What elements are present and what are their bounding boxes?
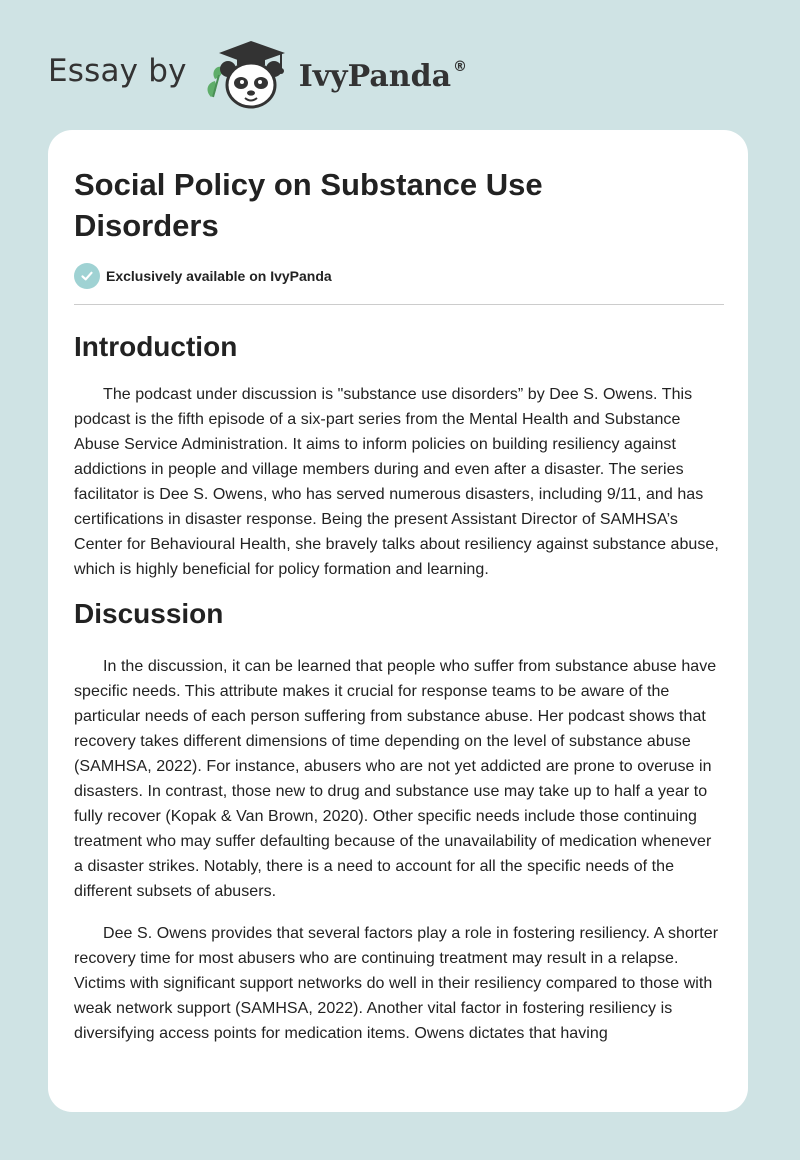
paragraph: In the discussion, it can be learned that people who suffer from substance abuse have specific needs. This attribute makes it crucial for response teams to be aware of the particular needs of each person suffering from substance abuse. Her podcast shows that recovery takes different dimensions of time depending on the level of substance abuse (SAMHSA, 2022). For instance, abusers who are not yet addicted are prone to overuse in disasters. In contrast, those new to drug and substance use may take up to half a year to fully recover (Kopak & Van Brown, 2020). Other specific needs include those continuing treatment who may suffer defaulting because of the unavailability of medication whenever a disaster strikes. Notably, there is a need to account for all the specific needs of the different subsets of abusers. (74, 658, 717, 900)
checkmark-icon (74, 263, 100, 289)
essay-title: Social Policy on Substance Use Disorders (74, 167, 543, 243)
brand-name-text: IvyPanda (298, 58, 452, 94)
essay-card (48, 130, 748, 1112)
registered-mark: ® (453, 58, 468, 75)
brand-prefix: Essay by (48, 53, 187, 89)
exclusive-badge-text: Exclusively available on IvyPanda (106, 268, 332, 284)
section-heading-discussion: Discussion (74, 598, 224, 629)
panda-graduate-logo-icon (201, 35, 293, 113)
paragraph: Dee S. Owens provides that several factors play a role in fostering resiliency. A shorter recovery time for most abusers who are continuing treatment may result in a relapse. Victims with significant support networks do well in their resiliency compared to those with weak network support (SAMHSA, 2022). Another vital factor in fostering resiliency is diversifying access points for medication items. Owens dictates that having (74, 925, 719, 1042)
paragraph: The podcast under discussion is "substance use disorders” by Dee S. Owens. This podcast is the fifth episode of a six-part series from the Mental Health and Substance Abuse Service Administration. It aims to inform policies on building resiliency against addictions in people and village members during and even after a disaster. The series facilitator is Dee S. Owens, who has served numerous disasters, including 9/11, and has certifications in disaster response. Being the present Assistant Director of SAMHSA’s Center for Behavioural Health, she bravely talks about resiliency against substance abuse, which is highly beneficial for policy formation and learning. (74, 386, 719, 578)
exclusive-badge (74, 263, 724, 289)
essay-content (74, 164, 724, 1046)
section-heading-introduction: Introduction (74, 331, 238, 362)
brand-header (48, 34, 467, 114)
title-divider (74, 304, 724, 305)
brand-name (299, 59, 467, 94)
